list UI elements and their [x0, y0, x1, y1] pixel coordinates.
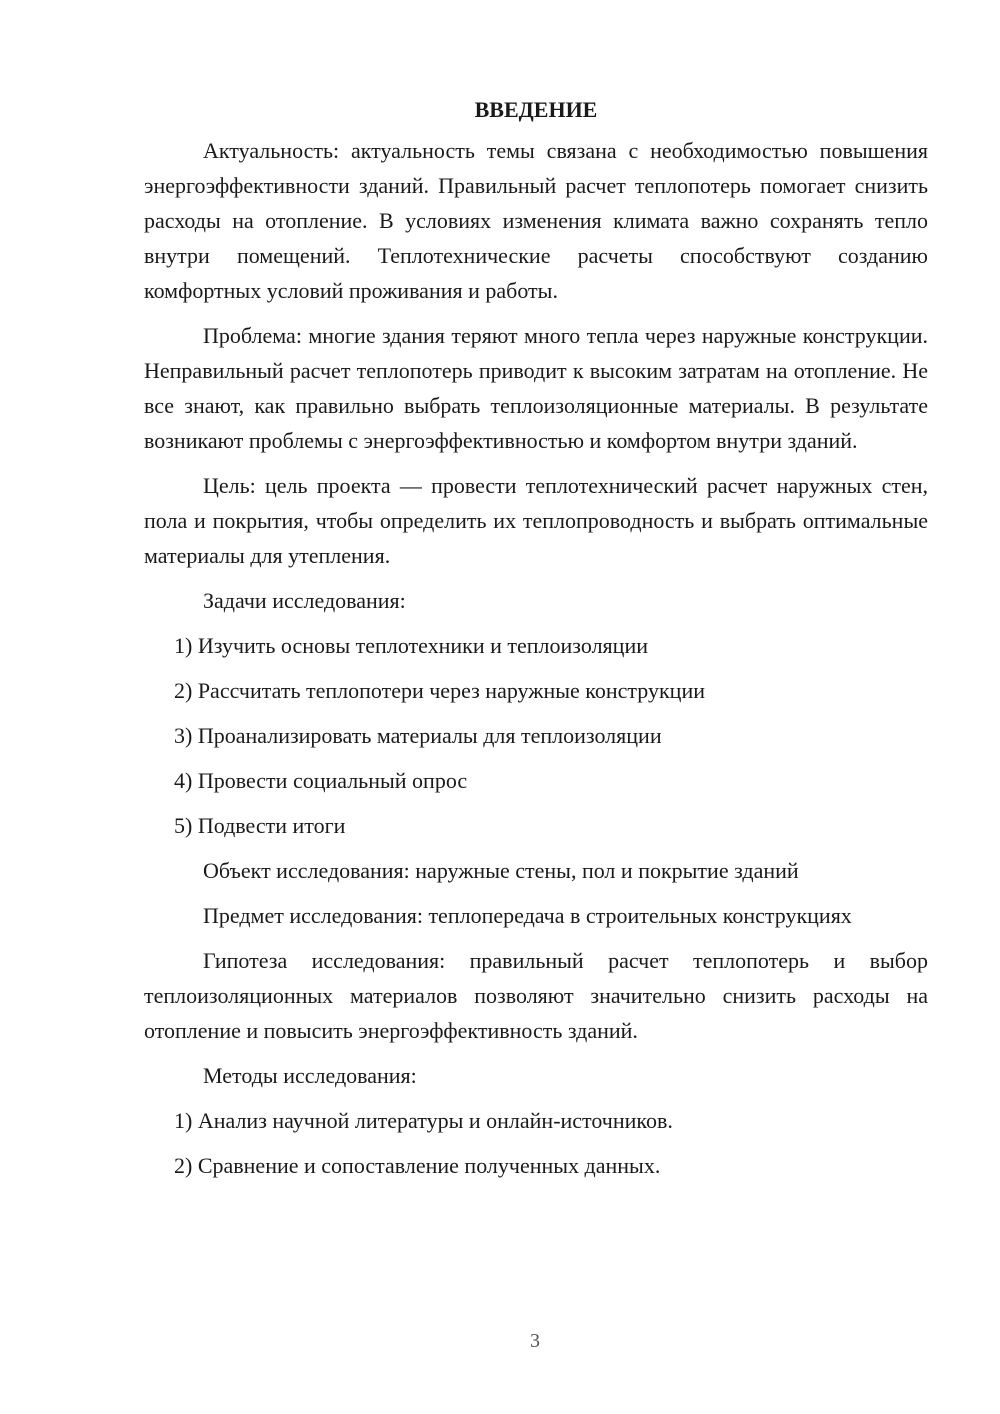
hypothesis-paragraph: Гипотеза исследования: правильный расчет теплопотерь и выбор теплоизоляционных материалов позволяют значительно снизить расходы на отопление и повысить энергоэффективность зданий.	[144, 948, 928, 1043]
object-paragraph: Объект исследования: наружные стены, пол и покрытие зданий	[203, 858, 799, 883]
problem-paragraph: Проблема: многие здания теряют много тепла через наружные конструкции. Неправильный расчет теплопотерь приводит к высоким затратам на отопление. Не все знают, как правильно выбрать теплоизоляционные материалы. В результате возникают проблемы с энергоэффективностью и комфортом внутри зданий.	[144, 323, 928, 453]
section-title: ВВЕДЕНИЕ	[474, 97, 598, 122]
document-page	[144, 92, 928, 1193]
task-item: 4) Провести социальный опрос	[174, 768, 468, 793]
subject-paragraph: Предмет исследования: теплопередача в строительных конструкциях	[203, 903, 852, 928]
method-item: 2) Сравнение и сопоставление полученных данных.	[174, 1153, 661, 1178]
task-item: 3) Проанализировать материалы для теплоизоляции	[174, 723, 662, 748]
methods-list	[144, 1103, 928, 1183]
tasks-heading: Задачи исследования:	[203, 588, 406, 613]
page-number: 3	[530, 1330, 540, 1352]
relevance-paragraph: Актуальность: актуальность темы связана с необходимостью повышения энергоэффективности зданий. Правильный расчет теплопотерь помогает снизить расходы на отопление. В условиях изменения климата важно сохранять тепло внутри помещений. Теплотехнические расчеты способствуют созданию комфортных условий проживания и работы.	[144, 138, 928, 303]
goal-paragraph: Цель: цель проекта — провести теплотехнический расчет наружных стен, пола и покрытия, чтобы определить их теплопроводность и выбрать оптимальные материалы для утепления.	[144, 473, 928, 568]
task-item: 2) Рассчитать теплопотери через наружные конструкции	[174, 678, 705, 703]
methods-heading: Методы исследования:	[203, 1063, 417, 1088]
method-item: 1) Анализ научной литературы и онлайн-источников.	[174, 1108, 673, 1133]
task-item: 5) Подвести итоги	[174, 813, 346, 838]
task-item: 1) Изучить основы теплотехники и теплоизоляции	[174, 633, 648, 658]
tasks-list	[144, 628, 928, 843]
